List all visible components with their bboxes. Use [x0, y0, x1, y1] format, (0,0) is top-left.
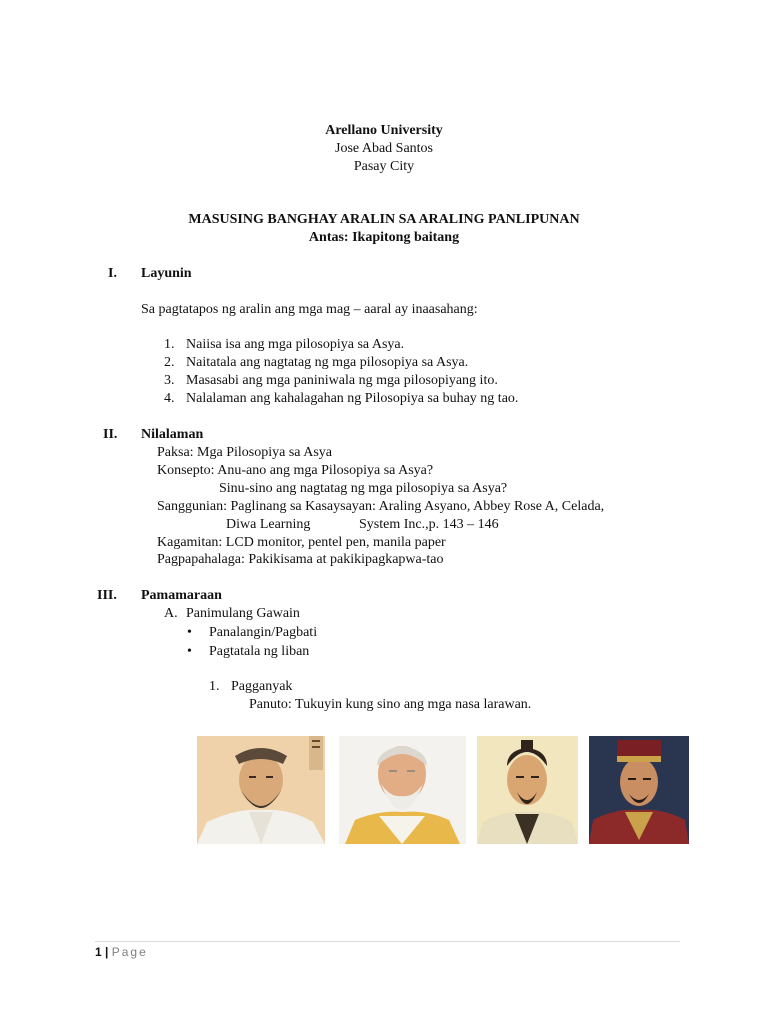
objective-number: 4. [164, 391, 175, 406]
bullet-icon [187, 643, 192, 661]
bullet-icon [187, 624, 192, 642]
footer-rule [95, 941, 680, 942]
campus-name: Jose Abad Santos [335, 141, 433, 156]
bullet-item: Pagtatala ng liban [209, 644, 310, 659]
section-one-heading: Layunin [141, 266, 192, 281]
objective-text: Naiisa isa ang mga pilosopiya sa Asya. [186, 337, 405, 352]
subsection-letter: A. [164, 606, 178, 621]
grade-level: Antas: Ikapitong baitang [308, 230, 460, 245]
footer-separator: | [105, 945, 109, 959]
subsection-heading: Panimulang Gawain [186, 606, 300, 621]
portrait-hanfeizi-image [589, 736, 689, 844]
pagpapahalaga-line: Pagpapahalaga: Pakikisama at pakikipagkapwa-tao [157, 552, 444, 567]
step-number: 1. [209, 679, 220, 694]
objective-number: 3. [164, 373, 175, 388]
sanggunian-publisher: Diwa Learning [226, 517, 311, 532]
konsepto-line-continued: Sinu-sino ang nagtatag ng mga pilosopiya sa Asya? [219, 481, 508, 496]
kagamitan-line: Kagamitan: LCD monitor, pentel pen, manila paper [157, 535, 446, 550]
konsepto-line: Konsepto: Anu-ano ang mga Pilosopiya sa Asya? [157, 463, 434, 478]
page-footer [95, 944, 148, 960]
objective-number: 1. [164, 337, 175, 352]
section-three-numeral: III. [97, 588, 117, 603]
objective-text: Naitatala ang nagtatag ng mga pilosopiya sa Asya. [186, 355, 469, 370]
sanggunian-pages: System Inc.,p. 143 – 146 [359, 517, 499, 532]
paksa-line: Paksa: Mga Pilosopiya sa Asya [157, 445, 332, 460]
bullet-item: Panalangin/Pagbati [209, 625, 318, 640]
section-two-heading: Nilalaman [141, 427, 204, 442]
portrait-mozi-image [477, 736, 578, 844]
panuto-line: Panuto: Tukuyin kung sino ang mga nasa larawan. [249, 697, 532, 712]
section-two-numeral: II. [103, 427, 118, 442]
objectives-intro: Sa pagtatapos ng aralin ang mga mag – aaral ay inaasahang: [141, 302, 478, 317]
sanggunian-line: Sanggunian: Paglinang sa Kasaysayan: Araling Asyano, Abbey Rose A, Celada, [157, 499, 605, 514]
objective-text: Masasabi ang mga paniniwala ng mga pilosopiyang ito. [186, 373, 498, 388]
portrait-laozi-image [339, 736, 466, 844]
page-number: 1 [95, 945, 102, 959]
section-three-heading: Pamamaraan [141, 588, 222, 603]
city-name: Pasay City [353, 159, 415, 174]
step-label: Pagganyak [231, 679, 293, 694]
objective-number: 2. [164, 355, 175, 370]
document-title: MASUSING BANGHAY ARALIN SA ARALING PANLIPUNAN [188, 212, 580, 227]
section-one-numeral: I. [108, 266, 117, 281]
page-label: Page [111, 945, 148, 959]
portrait-confucius-image [197, 736, 325, 844]
university-name: Arellano University [325, 123, 443, 138]
objective-text: Nalalaman ang kahalagahan ng Pilosopiya sa buhay ng tao. [186, 391, 519, 406]
